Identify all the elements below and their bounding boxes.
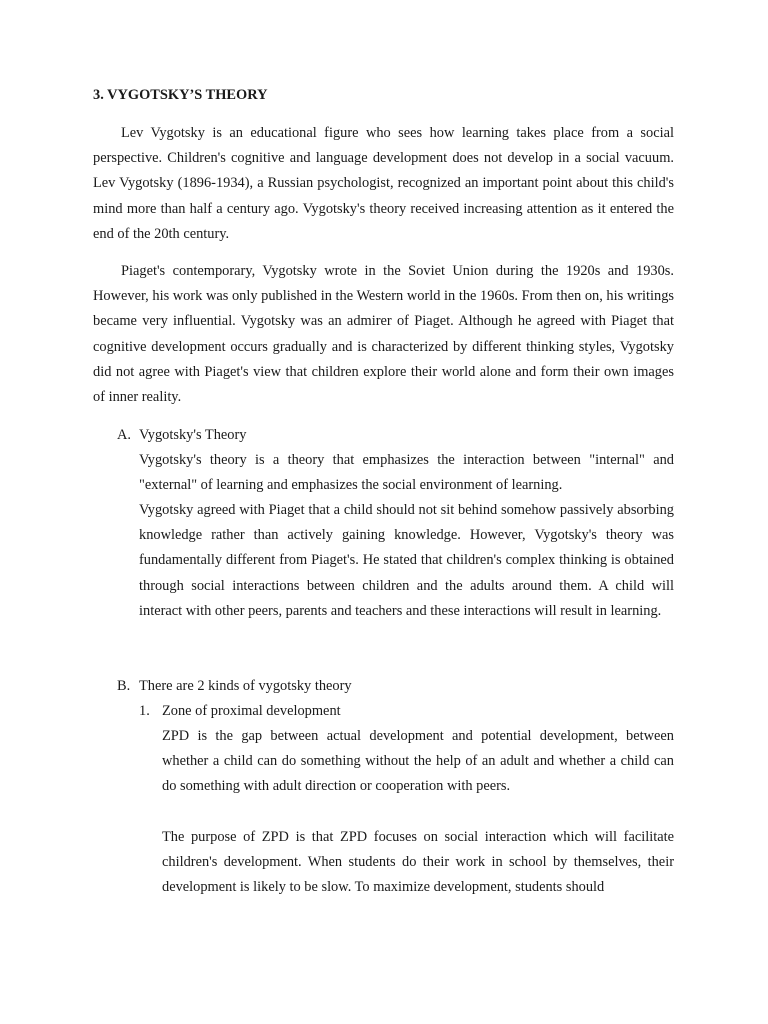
list-item-1-title xyxy=(139,699,341,724)
subsection-a-marker: A. xyxy=(117,427,131,443)
subsection-a-paragraph-1: Vygotsky's theory is a theory that emphasizes the interaction between "internal" and "external" of learning and emphasizes the social environment of learning. xyxy=(139,452,674,494)
intro-paragraph-2: Piaget's contemporary, Vygotsky wrote in the Soviet Union during the 1920s and 1930s. However, his work was only published in the Western world in the 1960s. From then on, his writings became very influential. Vygotsky was an admirer of Piaget. Although he agreed with Piaget that cognitive development occurs gradually and is characterized by different thinking styles, Vygotsky did not agree with Piaget's view that children explore their world alone and form their own images of inner reality. xyxy=(93,263,674,406)
subsection-b-title xyxy=(117,674,352,699)
section-heading: 3. VYGOTSKY’S THEORY xyxy=(93,87,268,103)
zpd-paragraph-2: The purpose of ZPD is that ZPD focuses on social interaction which will facilitate children's development. When students do their work in school by themselves, their development is likely to be slow. To maximize development, students should xyxy=(162,829,674,896)
intro-paragraph-1: Lev Vygotsky is an educational figure who sees how learning takes place from a social perspective. Children's cognitive and language development does not develop in a social vacuum. Lev Vygotsky (1896-1934), a Russian psychologist, recognized an important point about this child's mind more than half a century ago. Vygotsky's theory received increasing attention as it entered the end of the 20th century. xyxy=(93,125,674,242)
subsection-a-paragraph-2: Vygotsky agreed with Piaget that a child should not sit behind somehow passively absorbing knowledge rather than actively gaining knowledge. However, Vygotsky's theory was fundamentally different from Piaget's. He stated that children's complex thinking is obtained through social interactions between children and the adults around them. A child will interact with other peers, parents and teachers and these interactions will result in learning. xyxy=(139,502,674,619)
subsection-b-label: There are 2 kinds of vygotsky theory xyxy=(139,678,352,694)
list-item-1-marker: 1. xyxy=(139,703,150,719)
subsection-a-label: Vygotsky's Theory xyxy=(139,427,247,443)
subsection-a-title xyxy=(117,423,246,448)
zpd-paragraph-1: ZPD is the gap between actual development and potential development, between whether a child can do something without the help of an adult and whether a child can do something with adult direction or cooperation with peers. xyxy=(162,728,674,795)
list-item-1-label: Zone of proximal development xyxy=(162,703,341,719)
subsection-b-marker: B. xyxy=(117,678,131,694)
